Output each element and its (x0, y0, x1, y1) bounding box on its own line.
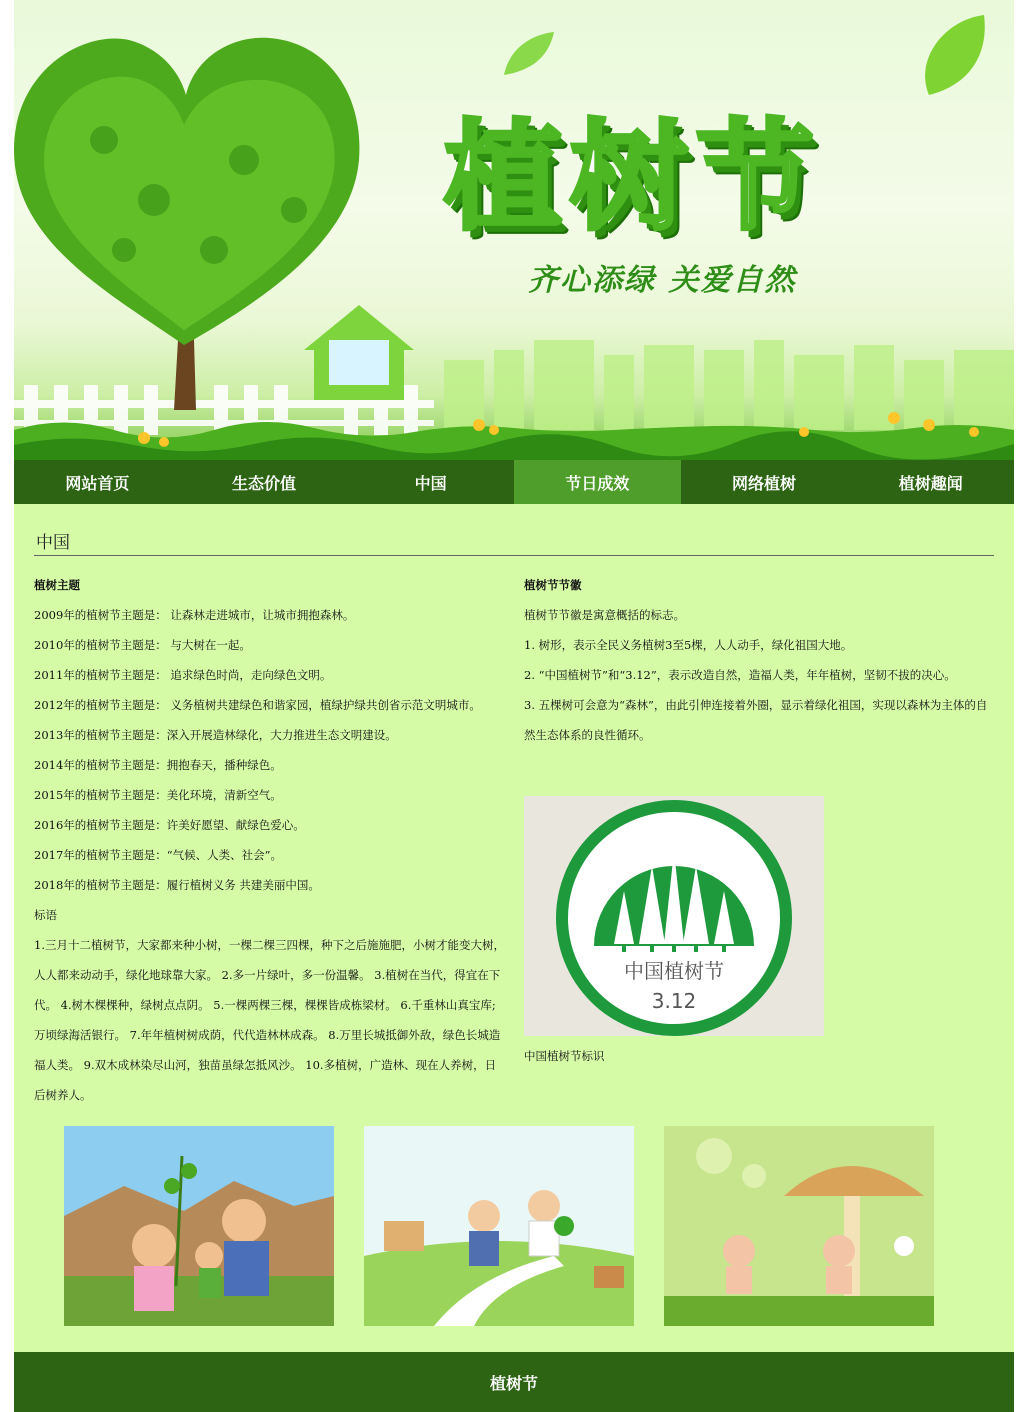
kids-watering-picture (364, 1126, 634, 1326)
mushroom-kids-illustration (664, 1126, 934, 1326)
emblem-text: 中国植树节 (624, 959, 724, 983)
arbor-day-emblem (524, 796, 824, 1036)
emblem-date: 3.12 (651, 989, 697, 1013)
nav-item-festival-results[interactable]: 节日成效 (514, 460, 681, 504)
footer-text: 植树节 (489, 1373, 538, 1393)
page (14, 0, 1014, 1412)
nav-item-home[interactable]: 网站首页 (65, 473, 130, 493)
nav-item-fun-facts[interactable]: 植树趣闻 (898, 473, 963, 493)
mushroom-kids-picture (664, 1126, 934, 1326)
kids-watering-illustration (364, 1126, 634, 1326)
section-divider (34, 555, 994, 556)
theme-item: 2017年的植树节主题是：“气候、人类、社会”。 (34, 848, 283, 862)
nav-item-china[interactable]: 中国 (414, 473, 447, 493)
header-banner (14, 0, 1014, 460)
theme-item: 2016年的植树节主题是：许美好愿望、献绿色爱心。 (34, 818, 305, 832)
slogans-heading: 标语 (34, 908, 57, 922)
emblem-point: 1. 树形，表示全民义务植树3至5棵，人人动手，绿化祖国大地。 (524, 638, 853, 652)
theme-item: 2014年的植树节主题是：拥抱春天，播种绿色。 (34, 758, 282, 772)
emblem-caption: 中国植树节标识 (524, 1049, 605, 1063)
banner-slogan: 齐心添绿 关爱自然 (528, 263, 797, 298)
emblem-graphic (524, 796, 824, 1036)
theme-item: 2018年的植树节主题是：履行植树义务 共建美丽中国。 (34, 878, 320, 892)
theme-item: 2010年的植树节主题是： 与大树在一起。 (34, 638, 251, 652)
banner-title: 植树节 (444, 108, 823, 246)
themes-heading: 植树主题 (34, 578, 80, 592)
emblem-intro: 植树节节徽是寓意概括的标志。 (524, 608, 685, 622)
themes-column (34, 570, 506, 1110)
emblem-point: 2. “中国植树节”和“3.12”，表示改造自然，造福人类，年年植树，坚韧不拔的决心。 (524, 668, 956, 682)
family-planting-illustration (64, 1126, 334, 1326)
theme-item: 2011年的植树节主题是： 追求绿色时尚，走向绿色文明。 (34, 668, 332, 682)
emblem-column (524, 570, 994, 750)
footer (14, 1352, 1014, 1412)
family-planting-picture (64, 1126, 334, 1326)
section-title: 中国 (36, 533, 70, 553)
nav-item-online-planting[interactable]: 网络植树 (732, 473, 797, 493)
nav-item-eco-value[interactable]: 生态价值 (232, 473, 297, 493)
main-nav (14, 460, 1014, 504)
theme-item: 2015年的植树节主题是：美化环境，清新空气。 (34, 788, 282, 802)
theme-item: 2013年的植树节主题是：深入开展造林绿化，大力推进生态文明建设。 (34, 728, 397, 742)
emblem-heading: 植树节节徽 (524, 578, 582, 592)
theme-item: 2012年的植树节主题是： 义务植树共建绿色和谐家园，植绿护绿共创省示范文明城市。 (34, 698, 481, 712)
slogans-text: 1.三月十二植树节，大家都来种小树，一棵二棵三四棵，种下之后施施肥，小树才能变大树，人人都来动动手，绿化地球靠大家。 2.多一片绿叶，多一份温馨。 3.植树在当代，得宜在下代。 4.树木棵棵种，绿树点点阴。 5.一棵两棵三棵，棵棵皆成栋梁材。 6.千重林山真宝库;万顷绿海活银行。 7.年年植树树成荫，代代造林林成森。 8.万里长城抵御外敌，绿色长城造福人类。 9.双木成林染尽山河，独苗虽绿怎抵风沙。 10.多植树，广造林、现在人养树，日后树养人。 (34, 938, 505, 1102)
theme-item: 2009年的植树节主题是： 让森林走进城市，让城市拥抱森林。 (34, 608, 355, 622)
emblem-point: 3. 五棵树可会意为“森林”，由此引伸连接着外圈，显示着绿化祖国，实现以森林为主体的自然生态体系的良性循环。 (524, 698, 988, 742)
